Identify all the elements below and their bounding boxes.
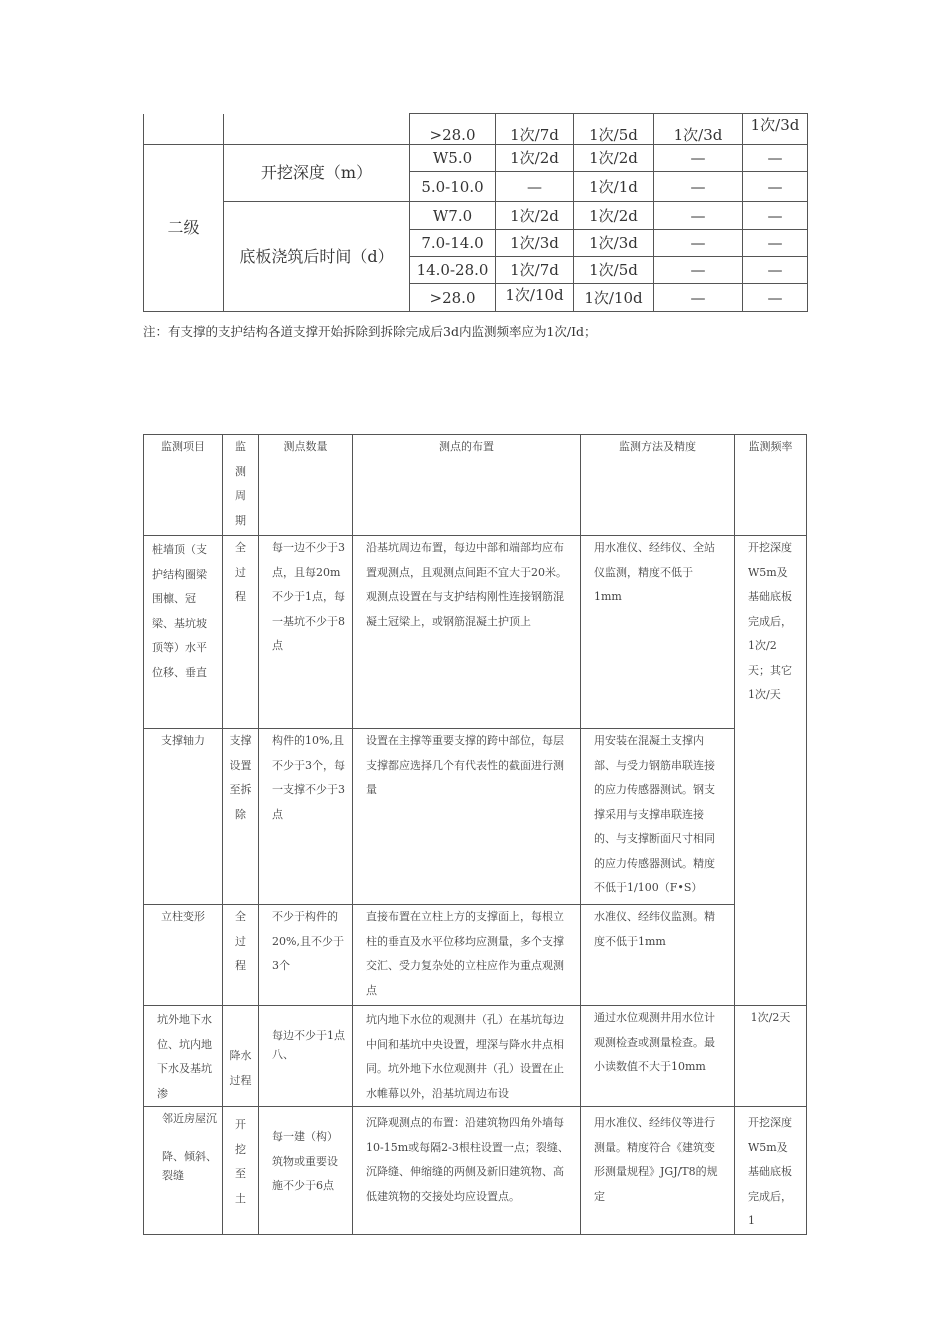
frequency-cell: 1次/2d <box>496 202 574 230</box>
threshold-cell: >28.0 <box>410 284 496 312</box>
header-period: 监测周期 <box>223 435 259 536</box>
item-cell: 坑外地下水位、坑内地下水及基坑渗 <box>144 1006 223 1107</box>
frequency-cell: 1次/5d <box>574 114 654 145</box>
grade-cell-continued <box>144 114 224 145</box>
threshold-cell: 14.0-28.0 <box>410 257 496 284</box>
item-cell <box>144 1107 223 1235</box>
layout-cell: 直接布置在立柱上方的支撑面上，每根立柱的垂直及水平位移均应测量，多个支撑交汇、受力复杂处的立柱应作为重点观测点 <box>353 905 581 1006</box>
frequency-cell: — <box>654 230 743 257</box>
period-cell: 开挖至土 <box>223 1107 259 1235</box>
period-cell: 支撑设置至拆除 <box>223 729 259 905</box>
count-cell: 每一建（构）筑物或重要设施不少于6点 <box>259 1107 353 1235</box>
frequency-cell: 1次/7d <box>496 257 574 284</box>
count-cell: 构件的10%,且不少于3个，每一支撑不少于3点 <box>259 729 353 905</box>
monitoring-table <box>143 434 807 1235</box>
layout-cell: 坑内地下水位的观测井（孔）在基坑每边中间和基坑中央设置，埋深与降水井点相同。坑外地下水位观测井（孔）设置在止水帷幕以外，沿基坑周边布设 <box>353 1006 581 1107</box>
category-time: 底板浇筑后时间（d） <box>224 202 410 312</box>
header-layout: 测点的布置 <box>353 435 581 536</box>
frequency-cell: — <box>654 284 743 312</box>
threshold-cell: 5.0-10.0 <box>410 172 496 202</box>
table-note: 注：有支撑的支护结构各道支撑开始拆除到拆除完成后3d内监测频率应为1次/Id； <box>143 324 597 339</box>
freq-cell: 1次/2天 <box>735 1006 807 1107</box>
frequency-cell: — <box>743 230 808 257</box>
freq-cell: 开挖深度W5m及基础底板完成后，1 <box>735 1107 807 1235</box>
frequency-cell: — <box>654 172 743 202</box>
freq-cell-merged: 开挖深度W5m及基础底板完成后，1次/2天；其它1次/天 <box>735 536 807 1006</box>
grade-cell: 二级 <box>144 145 224 312</box>
period-cell: 全过程 <box>223 905 259 1006</box>
item-cell: 支撑轴力 <box>144 729 223 905</box>
method-cell: 水准仪、经纬仪监测。精度不低于1mm <box>581 905 735 1006</box>
frequency-cell: — <box>743 284 808 312</box>
layout-cell: 设置在主撑等重要支撑的跨中部位，每层支撑都应选择几个有代表性的截面进行测量 <box>353 729 581 905</box>
header-item: 监测项目 <box>144 435 223 536</box>
frequency-cell: — <box>743 257 808 284</box>
method-cell: 通过水位观测井用水位计观测检查或测量检查。最小读数值不大于10mm <box>581 1006 735 1107</box>
method-cell: 用安装在混凝土支撑内部、与受力钢筋串联连接的应力传感器测试。钢支撑采用与支撑串联连接的、与支撑断面尺寸相同的应力传感器测试。精度不低于1/100（F•S） <box>581 729 735 905</box>
frequency-cell: 1次/10d <box>496 284 574 312</box>
frequency-cell: — <box>743 202 808 230</box>
category-depth: 开挖深度（m） <box>224 145 410 202</box>
count-text: 每边不少于1点 <box>272 1029 345 1042</box>
header-method: 监测方法及精度 <box>581 435 735 536</box>
frequency-cell: 1次/3d <box>496 230 574 257</box>
item-cell: 立柱变形 <box>144 905 223 1006</box>
frequency-cell: 1次/1d <box>574 172 654 202</box>
period-cell: 降水过程 <box>223 1006 259 1107</box>
item-cell: 桩墙顶（支护结构圈梁围檩、冠梁、基坑坡顶等）水平位移、垂直 <box>144 536 223 729</box>
threshold-cell: W5.0 <box>410 145 496 172</box>
frequency-cell: 1次/3d <box>654 114 743 145</box>
count-extra: 八、 <box>272 1048 294 1061</box>
header-freq: 监测频率 <box>735 435 807 536</box>
frequency-cell: — <box>654 145 743 172</box>
frequency-cell: 1次/5d <box>574 257 654 284</box>
layout-cell: 沉降观测点的布置：沿建筑物四角外墙每10-15m或每隔2-3根柱设置一点；裂缝、沉降缝、伸缩缝的两侧及新旧建筑物、高低建筑物的交接处均应设置点。 <box>353 1107 581 1235</box>
frequency-cell: 1次/2d <box>574 145 654 172</box>
frequency-cell: 1次/10d <box>574 284 654 312</box>
method-cell: 用水准仪、经纬仪等进行测量。精度符合《建筑变形测量规程》JGJ/T8的规定 <box>581 1107 735 1235</box>
frequency-cell: 1次/7d <box>496 114 574 145</box>
frequency-cell: 1次/3d <box>743 114 808 145</box>
frequency-table <box>143 113 808 312</box>
frequency-cell: 1次/2d <box>496 145 574 172</box>
threshold-cell: >28.0 <box>410 114 496 145</box>
count-cell: 不少于构件的20%,且不少于3个 <box>259 905 353 1006</box>
header-count: 测点数量 <box>259 435 353 536</box>
item-line: 降、倾斜、 <box>162 1150 217 1163</box>
frequency-cell: — <box>743 145 808 172</box>
frequency-cell: — <box>654 257 743 284</box>
period-cell: 全过程 <box>223 536 259 729</box>
frequency-cell: — <box>743 172 808 202</box>
count-cell <box>259 1006 353 1107</box>
method-cell: 用水准仪、经纬仪、全站仪监测，精度不低于1mm <box>581 536 735 729</box>
count-cell: 每一边不少于3点，且每20m不少于1点，每一基坑不少于8点 <box>259 536 353 729</box>
layout-cell: 沿基坑周边布置，每边中部和端部均应布置观测点，且观测点间距不宜大于20米。观测点设置在与支护结构刚性连接钢筋混凝土冠梁上，或钢筋混凝土护顶上 <box>353 536 581 729</box>
item-line: 裂缝 <box>162 1169 184 1182</box>
frequency-cell: 1次/3d <box>574 230 654 257</box>
frequency-cell: 1次/2d <box>574 202 654 230</box>
category-cell-continued <box>224 114 410 145</box>
threshold-cell: 7.0-14.0 <box>410 230 496 257</box>
frequency-cell: — <box>496 172 574 202</box>
item-line: 邻近房屋沉 <box>162 1112 217 1125</box>
threshold-cell: W7.0 <box>410 202 496 230</box>
frequency-cell: — <box>654 202 743 230</box>
